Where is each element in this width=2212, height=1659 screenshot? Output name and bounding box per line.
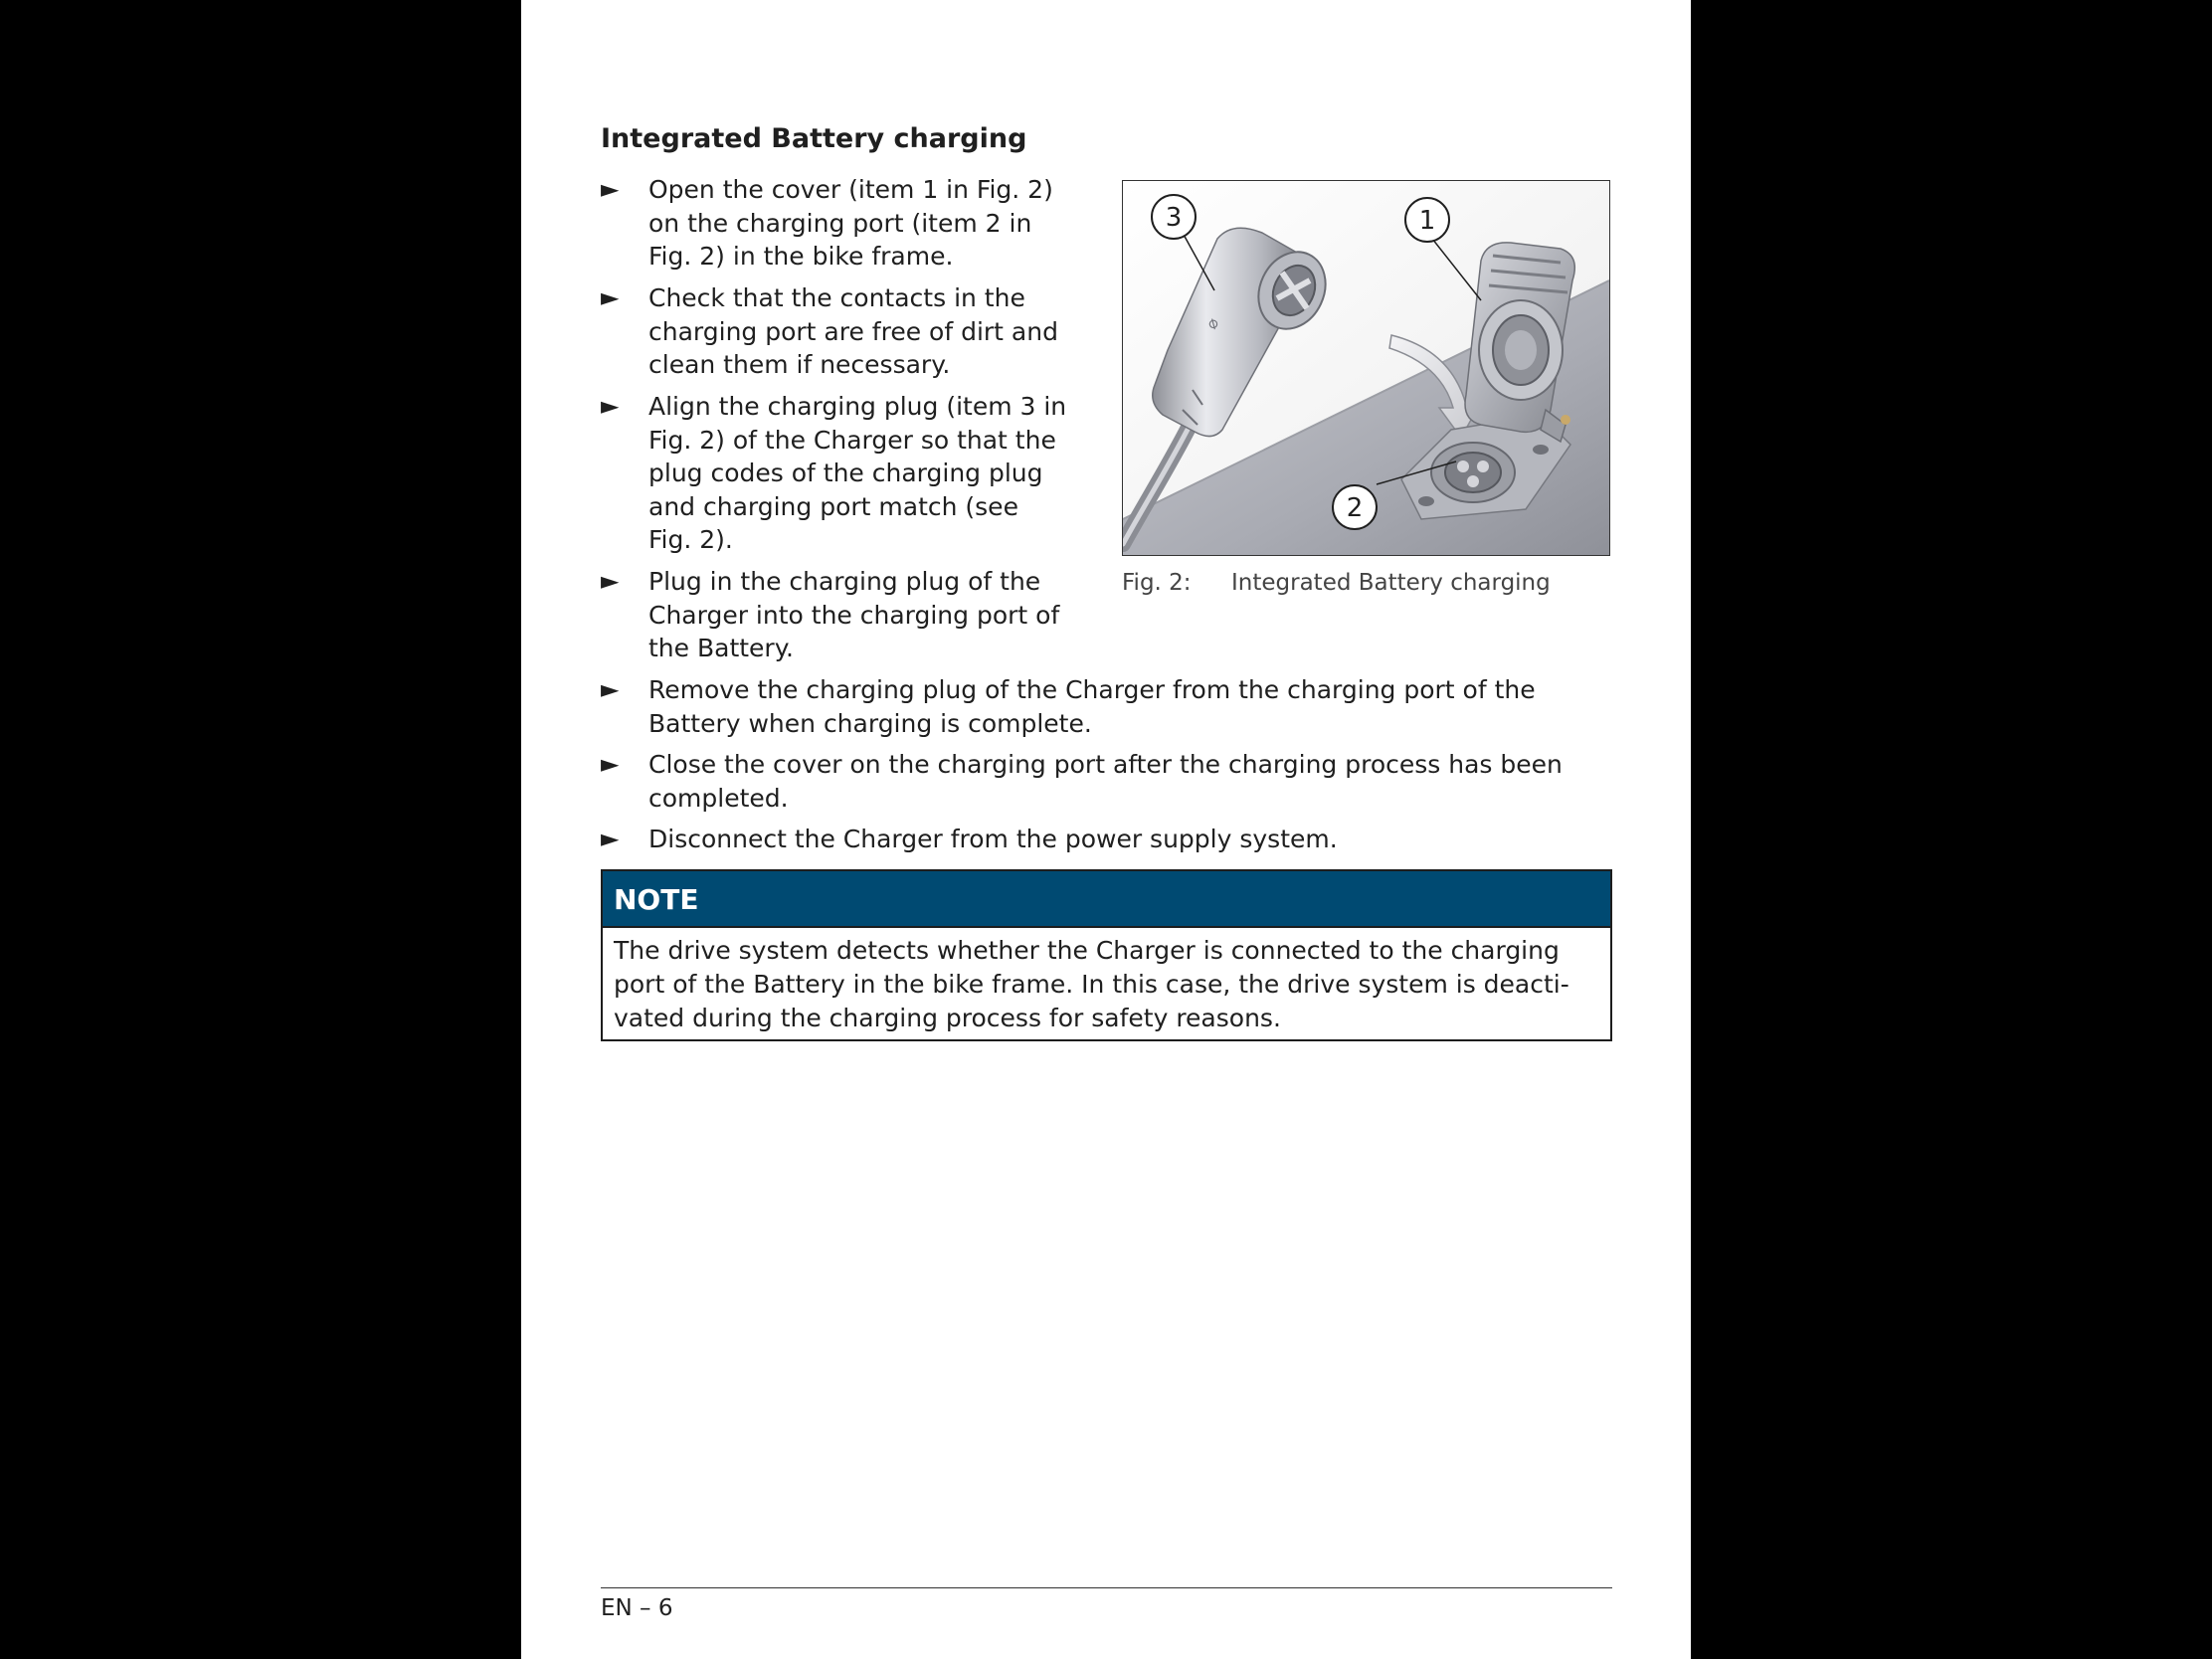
section-title: Integrated Battery charging (601, 123, 1027, 154)
bullet-arrow-icon: ► (601, 175, 620, 203)
step-text: Remove the charging plug of the Charger from the charging port of the Battery when charging is complete. (648, 675, 1536, 738)
figure-caption (1122, 570, 1551, 596)
note-heading: NOTE (603, 871, 1610, 928)
bullet-arrow-icon: ► (601, 825, 620, 852)
svg-text:1: 1 (1418, 206, 1436, 236)
note-body: The drive system detects whether the Charger is connected to the charging port of the Battery in the bike frame. In this case, the drive system is deacti- vated during the charging process for safety reasons. (614, 936, 1569, 1032)
callout-2 (1333, 485, 1377, 529)
step-text: Open the cover (item 1 in Fig. 2) on the charging port (item 2 in Fig. 2) in the bike frame. (648, 175, 1053, 271)
figure-caption-text: Integrated Battery charging (1231, 570, 1551, 596)
step-text: Align the charging plug (item 3 in Fig. 2) of the Charger so that the plug codes of the charging plug and charging port match (see Fig. 2). (648, 392, 1067, 554)
bullet-arrow-icon: ► (601, 567, 620, 595)
step-text: Check that the contacts in the charging port are free of dirt and clean them if necessary. (648, 283, 1058, 379)
svg-text:⌀: ⌀ (1201, 314, 1223, 332)
bullet-arrow-icon: ► (601, 392, 620, 420)
step-text: Plug in the charging plug of the Charger into the charging port of the Battery. (648, 567, 1060, 662)
figure-number: Fig. 2: (1122, 570, 1192, 596)
charging-illustration (1122, 180, 1610, 556)
bullet-arrow-icon: ► (601, 750, 620, 778)
bullet-arrow-icon: ► (601, 675, 620, 703)
note-box (601, 869, 1612, 1041)
callout-3 (1152, 195, 1196, 239)
bullet-arrow-icon: ► (601, 283, 620, 311)
svg-text:3: 3 (1165, 203, 1183, 233)
footer-divider (601, 1587, 1612, 1588)
document-page (521, 0, 1691, 1659)
callout-1 (1405, 198, 1449, 242)
step-text: Disconnect the Charger from the power supply system. (648, 825, 1338, 853)
step-text: Close the cover on the charging port after the charging process has been completed. (648, 750, 1563, 813)
page-number: EN – 6 (601, 1595, 673, 1621)
svg-text:2: 2 (1346, 493, 1364, 523)
